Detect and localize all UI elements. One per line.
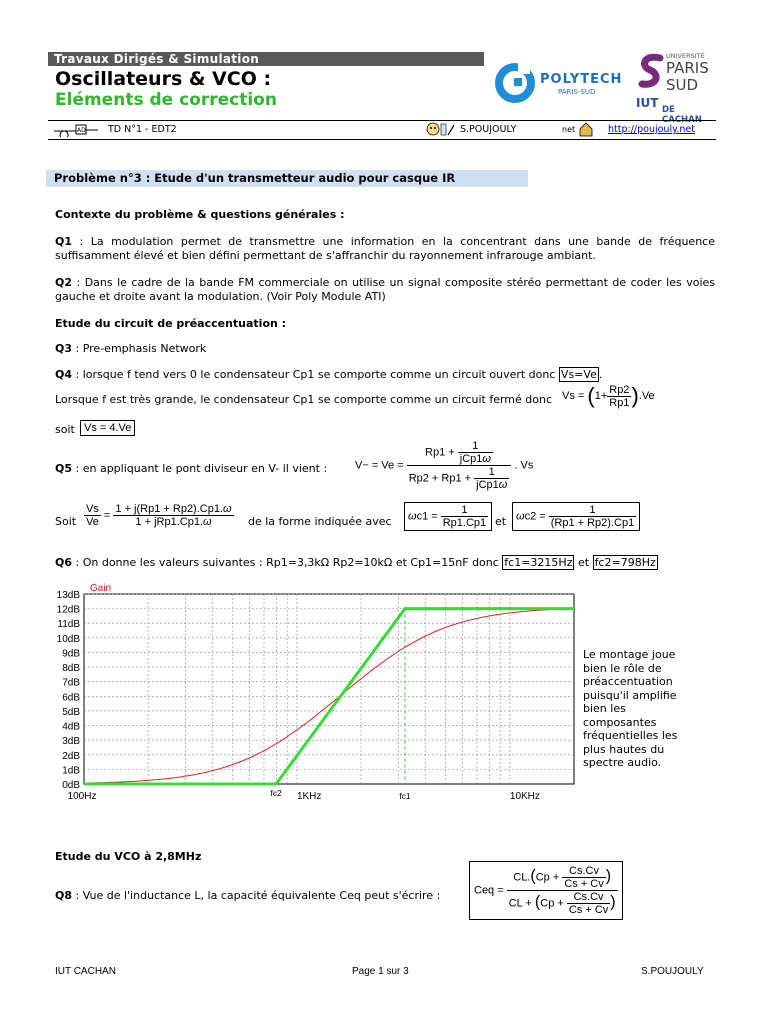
y-tick-label: 13dB <box>56 590 80 601</box>
q6-text: : On donne les valeurs suivantes : Rp1=3,3kΩ Rp2=10kΩ et Cp1=15nF donc <box>72 556 503 569</box>
q4-soit: soit <box>55 423 75 436</box>
website-link[interactable]: http://poujouly.net <box>608 124 695 135</box>
chart-frame <box>84 594 574 784</box>
problem-title: Problème n°3 : Etude d'un transmetteur audio pour casque IR <box>46 170 528 187</box>
header-band: Travaux Dirigés & Simulation <box>48 52 484 66</box>
q4-formula: Vs = (1+ $\frac{Rp2}{Rp1}$ ).Ve <box>562 383 655 409</box>
section-vco-heading: Etude du VCO à 2,8MHz <box>55 850 202 863</box>
section-preaccent-heading: Etude du circuit de préaccentuation : <box>55 317 287 330</box>
q1-label: Q1 <box>55 235 73 248</box>
x-tick-label: 1KHz <box>296 791 322 802</box>
q5-label: Q5 <box>55 462 73 475</box>
q5-paragraph <box>55 462 327 476</box>
q4-result-box-2: Vs = 4.Ve <box>80 420 135 436</box>
q4-line2: Lorsque f est très grande, le condensateur Cp1 se comporte comme un circuit fermé donc <box>55 393 553 406</box>
x-tick-label: 10KHz <box>509 791 540 802</box>
y-tick-label: 3dB <box>62 736 80 748</box>
y-tick-label: 0dB <box>62 780 80 791</box>
et-label: et <box>495 515 507 528</box>
polytech-circle-icon <box>492 60 538 106</box>
q6-label: Q6 <box>55 556 73 569</box>
info-bar <box>48 120 716 140</box>
q2-text: : Dans le cadre de la bande FM commerciale on utilise un signal composite stéréo permettant de coder les voies gauche et droite avant la modulation. (Voir Poly Module ATI) <box>55 276 715 303</box>
y-tick-label: 6dB <box>62 692 80 704</box>
univ-label: UNIVERSITÉ <box>666 52 705 60</box>
q3-text: : Pre-emphasis Network <box>72 342 207 355</box>
paris-sud-logo <box>636 52 716 96</box>
iut-cachan: DE CACHAN <box>662 105 702 125</box>
svg-text:AD: AD <box>77 127 86 134</box>
section-context-heading: Contexte du problème & questions générales : <box>55 208 345 221</box>
q1-paragraph <box>55 235 715 262</box>
polytech-sub: PARIS-SUD <box>558 88 596 96</box>
footer-left: IUT CACHAN <box>55 966 116 977</box>
document-subtitle: Eléments de correction <box>55 90 277 110</box>
y-axis-label: Gain <box>90 583 112 594</box>
ceq-box: Ceq = CL.(Cp + $\frac{Cs.Cv}{Cs + Cv}$ ) CL + (Cp + $\frac{Cs.Cv}{Cs + Cv}$ ) <box>469 861 623 920</box>
author-icon <box>426 122 456 137</box>
y-tick-label: 4dB <box>62 721 80 733</box>
td-label: TD N°1 - EDT2 <box>108 124 177 135</box>
q3-label: Q3 <box>55 342 73 355</box>
q8-text: : Vue de l'inductance L, la capacité équivalente Ceq peut s'écrire : <box>72 889 441 902</box>
fc2-box: fc2=798Hz <box>594 556 656 569</box>
paris-sud-s-icon <box>636 52 666 92</box>
document-title: Oscillateurs & VCO : <box>55 68 272 90</box>
gain-bode-chart <box>40 580 580 805</box>
q5-text: : en appliquant le pont diviseur en V- il vient : <box>72 462 328 475</box>
q8-paragraph <box>55 889 440 903</box>
q1-text: : La modulation permet de transmettre une information en la concentrant dans une bande de fréquence suffisamment élevé et bien défini permettant de s'affranchir du rayonnement infrarouge ambiant. <box>55 235 715 262</box>
q2-paragraph <box>55 276 715 303</box>
q4-paragraph: Q4 : lorsque f tend vers 0 le condensateur Cp1 se comporte comme un circuit ouvert donc Vs=Ve . <box>55 368 603 381</box>
univ-sud: SUD <box>666 76 699 94</box>
q6-et: et <box>574 556 593 569</box>
y-tick-label: 10dB <box>56 633 80 645</box>
wc1-box: ωc1 = $\frac{1}{Rp1.Cp1}$ <box>404 502 492 531</box>
soit-label: Soit <box>55 515 77 528</box>
y-tick-label: 2dB <box>62 750 80 762</box>
x-tick-label: 100Hz <box>67 791 97 802</box>
net-label: net <box>562 125 576 134</box>
iut-label: IUT <box>636 96 659 110</box>
y-tick-label: 9dB <box>62 648 80 660</box>
iut-logo <box>636 96 716 125</box>
y-tick-label: 1dB <box>62 765 80 777</box>
q8-label: Q8 <box>55 889 73 902</box>
q6-paragraph <box>55 556 658 570</box>
wc2-box: ωc2 = $\frac{1}{(Rp1 + Rp2).Cp1}$ <box>512 502 640 531</box>
footer-page: Page 1 sur 3 <box>352 966 409 977</box>
y-tick-label: 12dB <box>56 604 80 616</box>
cutoff-marker-label: fc1 <box>399 791 411 801</box>
q3-paragraph <box>55 342 715 356</box>
author-name: S.POUJOULY <box>460 124 517 135</box>
transfer-function: $\frac{Vs}{Ve}$ = $\frac{1 + j(Rp1 + Rp2).Cp1.\omega}{\text{1 + jRp1.Cp1.ω}}$ <box>86 503 232 528</box>
fc1-box: fc1=3215Hz <box>504 556 573 569</box>
polytech-name: POLYTECH <box>540 72 623 87</box>
univ-paris: PARIS <box>666 59 709 77</box>
forme-label: de la forme indiquée avec <box>248 515 392 528</box>
home-icon <box>578 122 594 137</box>
q4-label: Q4 <box>55 368 73 381</box>
y-tick-label: 7dB <box>62 677 80 689</box>
polytech-logo <box>492 60 632 106</box>
circuit-icon <box>54 123 98 137</box>
q4-text: : lorsque f tend vers 0 le condensateur Cp1 se comporte comme un circuit ouvert donc <box>72 368 559 381</box>
cutoff-marker-label: fc2 <box>270 788 282 798</box>
y-tick-label: 8dB <box>62 663 80 675</box>
q4-result-box: Vs=Ve <box>560 368 597 381</box>
y-tick-label: 11dB <box>57 619 80 631</box>
q5-formula: V− = Ve = Rp1 + $\frac{1}{\text{jCp1ω}}$ Rp2 + Rp1 + $\frac{1}{\text{jCp1ω}}$ . Vs <box>355 440 534 491</box>
y-tick-label: 5dB <box>62 706 80 718</box>
q2-label: Q2 <box>55 276 73 289</box>
footer-right: S.POUJOULY <box>641 966 704 977</box>
chart-comment: Le montage joue bien le rôle de préaccentuation puisqu'il amplifie bien les composantes fréquentielles les plus hautes du spectre audio. <box>583 648 678 769</box>
